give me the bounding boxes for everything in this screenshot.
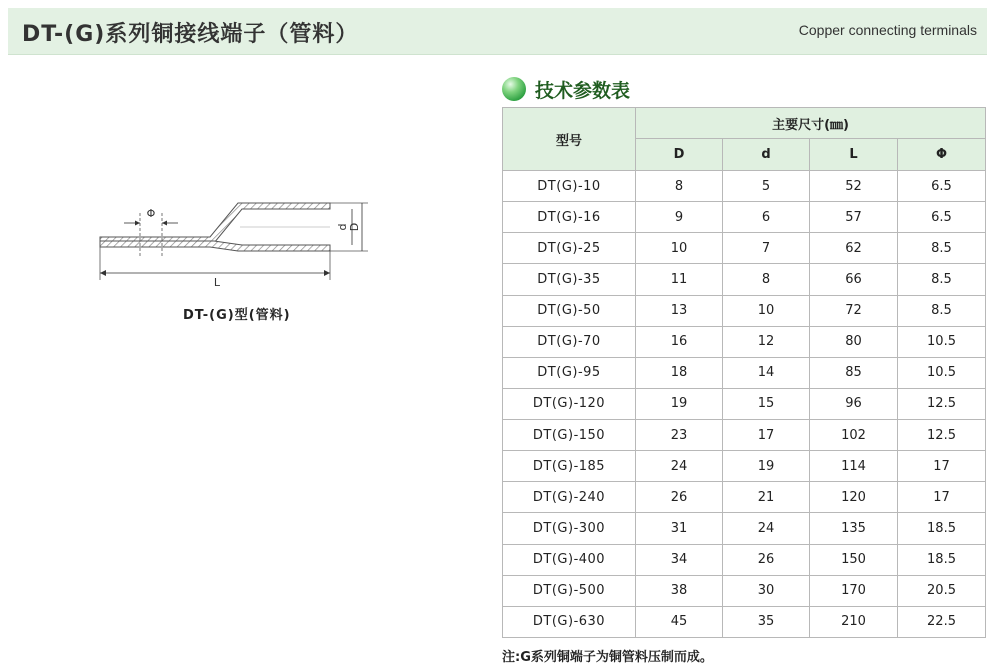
- d-cell: 21: [723, 482, 810, 513]
- col-header-L: L: [810, 139, 898, 171]
- D-cell: 19: [636, 388, 723, 419]
- footnote: 注:G系列铜端子为铜管料压制而成。: [502, 650, 713, 665]
- phi-cell: 17: [898, 482, 986, 513]
- table-row: [503, 202, 986, 233]
- L-cell: 66: [810, 264, 898, 295]
- phi-cell: 6.5: [898, 202, 986, 233]
- D-cell: 8: [636, 171, 723, 202]
- d-cell: 15: [723, 388, 810, 419]
- D-cell: 11: [636, 264, 723, 295]
- phi-dimension-label: Φ: [146, 207, 156, 220]
- phi-cell: 8.5: [898, 264, 986, 295]
- table-row: [503, 420, 986, 451]
- phi-cell: 18.5: [898, 513, 986, 544]
- model-cell: DT(G)-150: [503, 420, 636, 451]
- phi-cell: 17: [898, 451, 986, 482]
- L-cell: 96: [810, 388, 898, 419]
- D-cell: 34: [636, 544, 723, 575]
- model-cell: DT(G)-95: [503, 357, 636, 388]
- model-cell: DT(G)-35: [503, 264, 636, 295]
- model-cell: DT(G)-120: [503, 388, 636, 419]
- table-row: [503, 326, 986, 357]
- table-row: [503, 295, 986, 326]
- d-cell: 26: [723, 544, 810, 575]
- section-title: 技术参数表: [535, 80, 631, 102]
- phi-cell: 18.5: [898, 544, 986, 575]
- header-bar: [8, 8, 987, 55]
- spec-table: [502, 107, 986, 638]
- model-cell: DT(G)-185: [503, 451, 636, 482]
- table-row: [503, 606, 986, 637]
- table-row: [503, 451, 986, 482]
- table-row: [503, 388, 986, 419]
- L-cell: 52: [810, 171, 898, 202]
- phi-cell: 22.5: [898, 606, 986, 637]
- d-cell: 10: [723, 295, 810, 326]
- D-cell: 13: [636, 295, 723, 326]
- phi-cell: 10.5: [898, 357, 986, 388]
- L-cell: 210: [810, 606, 898, 637]
- phi-cell: 8.5: [898, 295, 986, 326]
- D-cell: 38: [636, 575, 723, 606]
- d-cell: 24: [723, 513, 810, 544]
- L-cell: 135: [810, 513, 898, 544]
- L-cell: 72: [810, 295, 898, 326]
- L-cell: 150: [810, 544, 898, 575]
- d-cell: 8: [723, 264, 810, 295]
- phi-cell: 20.5: [898, 575, 986, 606]
- D-cell: 10: [636, 233, 723, 264]
- model-cell: DT(G)-240: [503, 482, 636, 513]
- dimensions-group-header: 主要尺寸(㎜): [636, 108, 986, 139]
- d-cell: 17: [723, 420, 810, 451]
- phi-cell: 12.5: [898, 420, 986, 451]
- phi-cell: 10.5: [898, 326, 986, 357]
- table-row: [503, 513, 986, 544]
- d-cell: 35: [723, 606, 810, 637]
- D-cell: 31: [636, 513, 723, 544]
- d-cell: 30: [723, 575, 810, 606]
- d-cell: 12: [723, 326, 810, 357]
- D-dimension-label: D: [348, 222, 361, 232]
- table-row: [503, 575, 986, 606]
- col-header-D: D: [636, 139, 723, 171]
- L-cell: 80: [810, 326, 898, 357]
- D-cell: 9: [636, 202, 723, 233]
- model-header: 型号: [503, 108, 636, 171]
- D-cell: 18: [636, 357, 723, 388]
- table-row: [503, 357, 986, 388]
- page-title: DT-(G)系列铜接线端子（管料）: [22, 22, 359, 47]
- d-cell: 5: [723, 171, 810, 202]
- col-header-phi: Φ: [898, 139, 986, 171]
- L-cell: 114: [810, 451, 898, 482]
- model-cell: DT(G)-70: [503, 326, 636, 357]
- D-cell: 45: [636, 606, 723, 637]
- L-cell: 85: [810, 357, 898, 388]
- L-cell: 62: [810, 233, 898, 264]
- d-cell: 19: [723, 451, 810, 482]
- model-cell: DT(G)-500: [503, 575, 636, 606]
- L-dimension-label: L: [213, 276, 221, 289]
- green-ball-icon: [502, 77, 526, 101]
- d-dimension-label: d: [336, 223, 349, 231]
- D-cell: 16: [636, 326, 723, 357]
- table-row: [503, 233, 986, 264]
- L-cell: 57: [810, 202, 898, 233]
- D-cell: 23: [636, 420, 723, 451]
- table-row: [503, 264, 986, 295]
- model-cell: DT(G)-400: [503, 544, 636, 575]
- diagram-caption: DT-(G)型(管料): [183, 308, 291, 323]
- model-cell: DT(G)-300: [503, 513, 636, 544]
- L-cell: 120: [810, 482, 898, 513]
- model-cell: DT(G)-25: [503, 233, 636, 264]
- phi-cell: 8.5: [898, 233, 986, 264]
- L-cell: 170: [810, 575, 898, 606]
- terminal-diagram: [90, 185, 370, 290]
- page-subtitle: Copper connecting terminals: [798, 22, 977, 38]
- terminal-drawing: [90, 185, 370, 290]
- d-cell: 14: [723, 357, 810, 388]
- model-cell: DT(G)-630: [503, 606, 636, 637]
- D-cell: 24: [636, 451, 723, 482]
- model-cell: DT(G)-10: [503, 171, 636, 202]
- model-cell: DT(G)-16: [503, 202, 636, 233]
- L-cell: 102: [810, 420, 898, 451]
- col-header-d: d: [723, 139, 810, 171]
- d-cell: 7: [723, 233, 810, 264]
- table-row: [503, 544, 986, 575]
- table-row: [503, 482, 986, 513]
- phi-cell: 12.5: [898, 388, 986, 419]
- table-row: [503, 171, 986, 202]
- phi-cell: 6.5: [898, 171, 986, 202]
- D-cell: 26: [636, 482, 723, 513]
- model-cell: DT(G)-50: [503, 295, 636, 326]
- d-cell: 6: [723, 202, 810, 233]
